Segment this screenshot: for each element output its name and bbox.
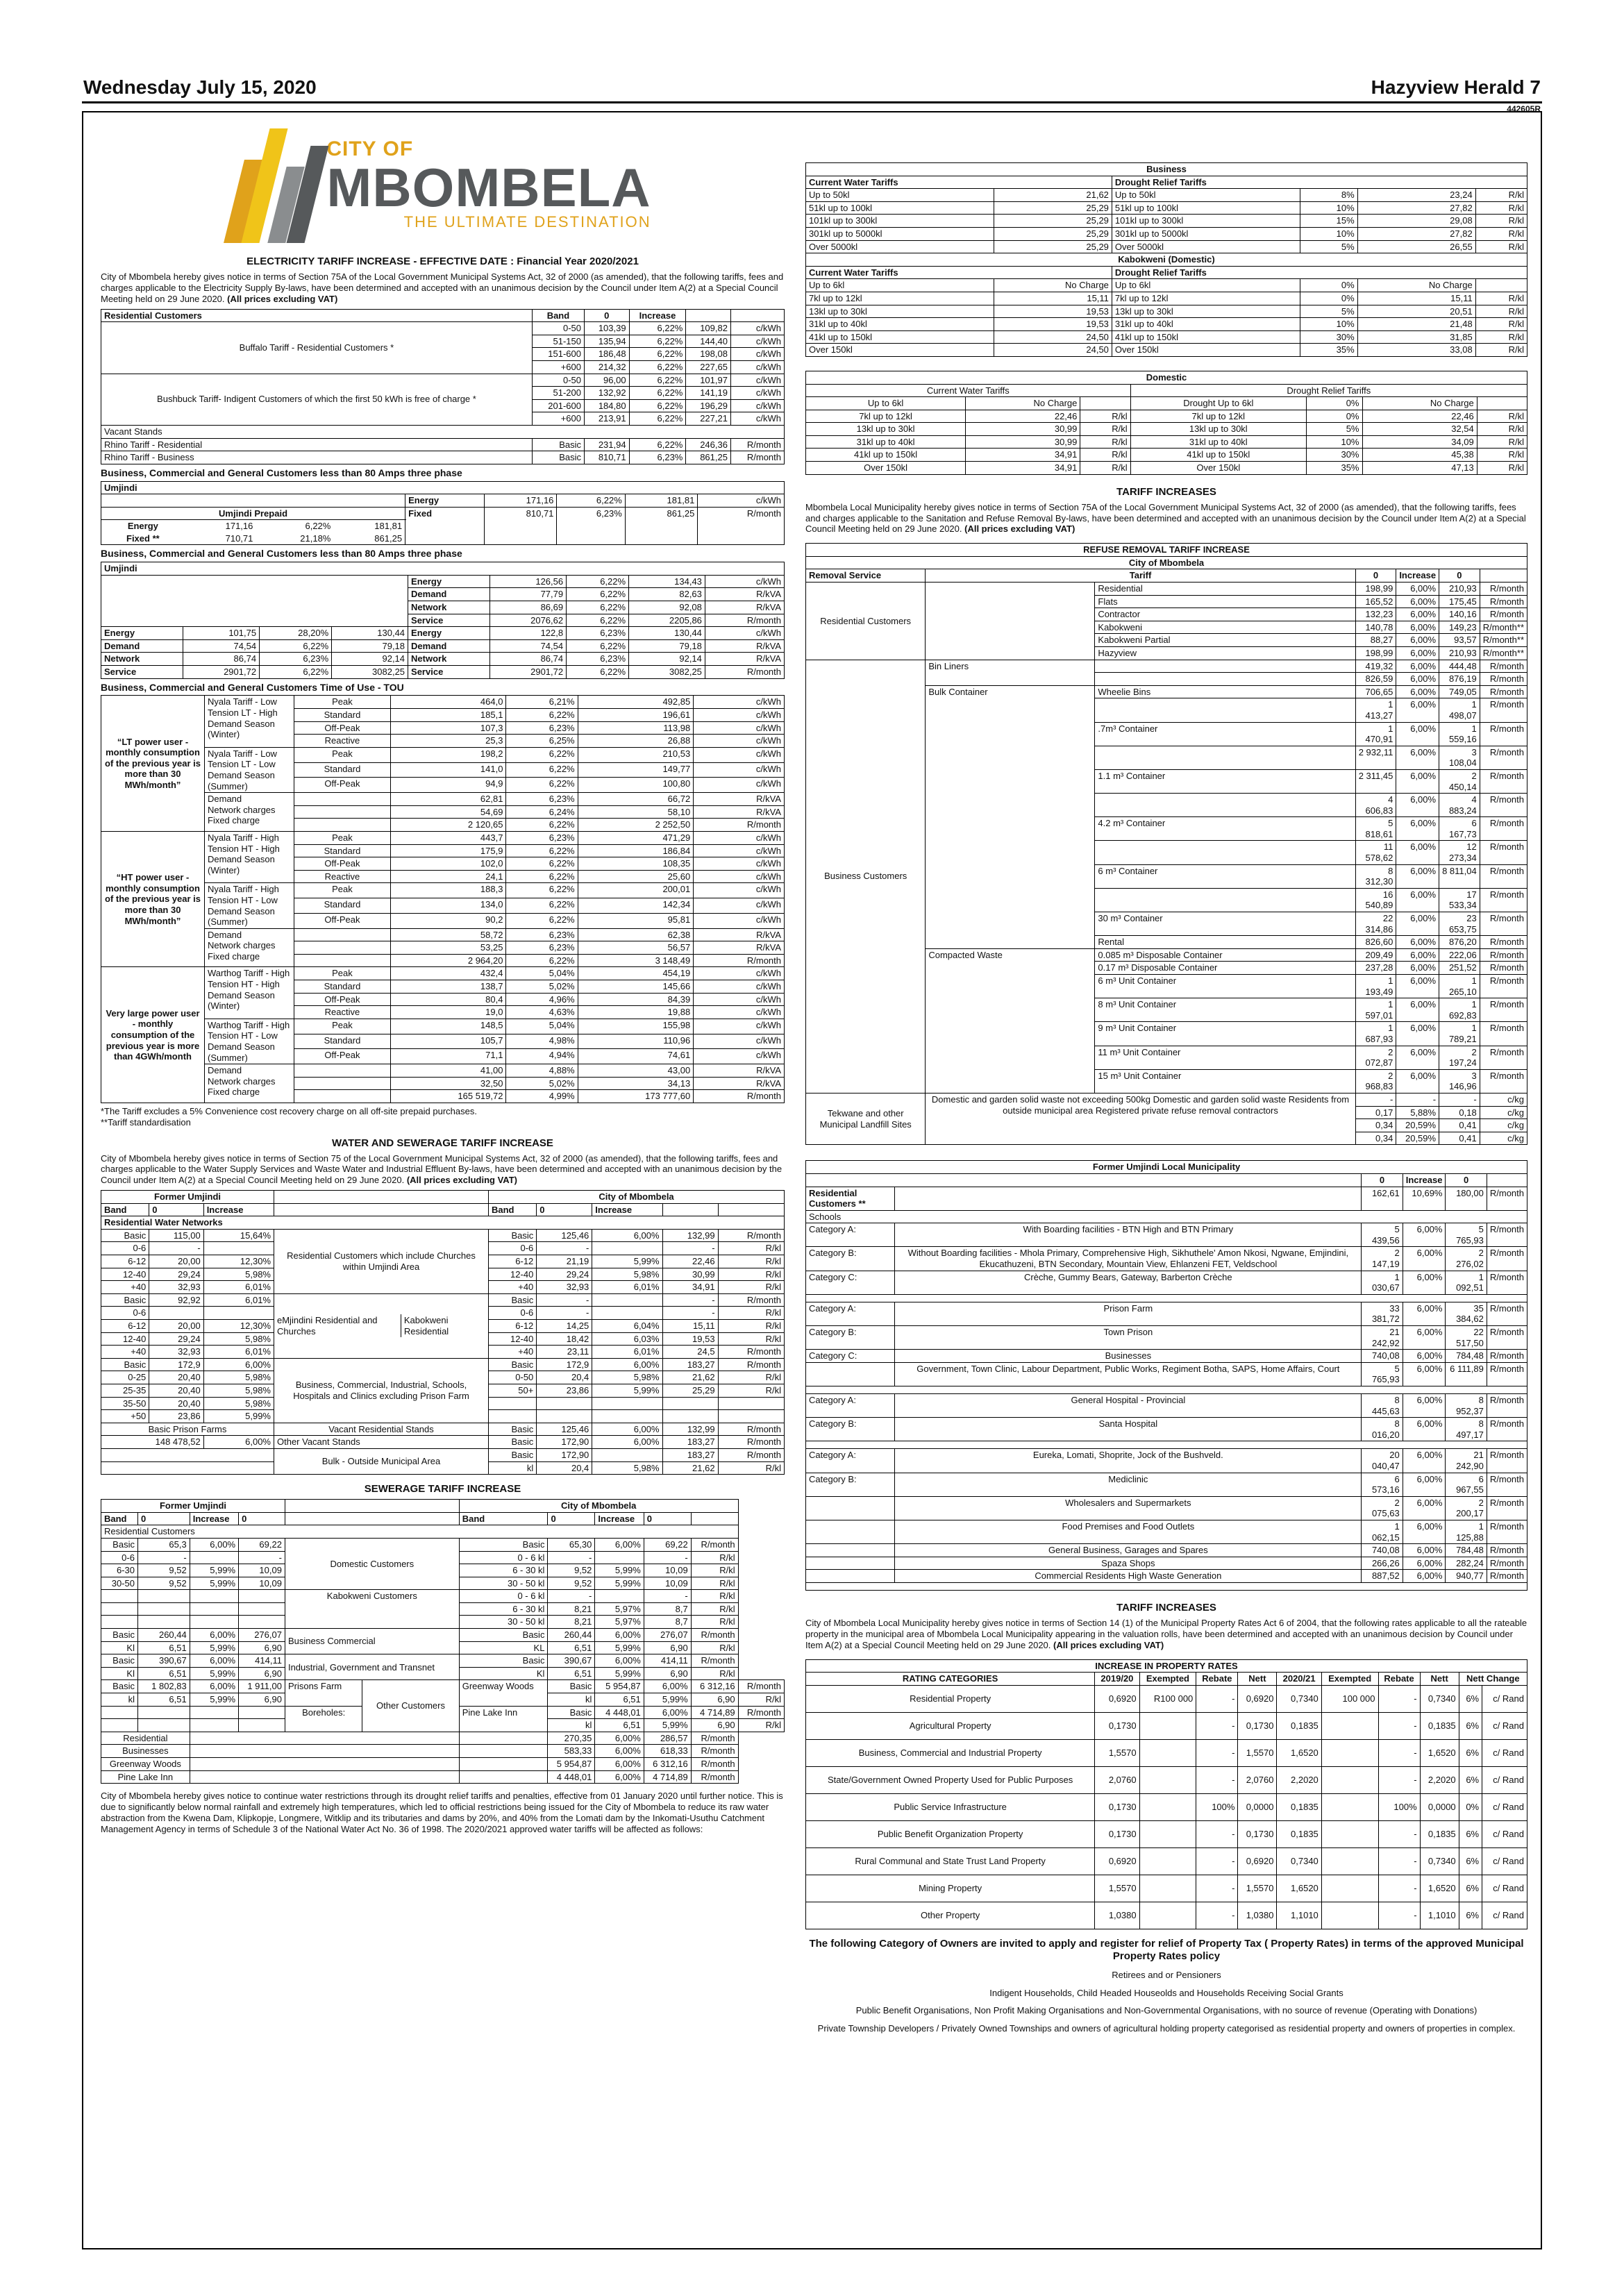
borehole-row: Residential 270,35 6,00% 286,57 R/month: [101, 1732, 785, 1745]
former-umjindi-row: Commercial Residents High Waste Generation 887,52 6,00% 940,77 R/month: [806, 1570, 1527, 1583]
refuse-row: 8 m³ Unit Container 1 597,01 6,00% 1 692,83 R/month: [806, 998, 1527, 1022]
relief-item: Public Benefit Organisations, Non Profit Making Organisations and Non-Governmental Organisations, with no source of revenue (Operating with Donations): [855, 2005, 1477, 2016]
borehole-row: Pine Lake Inn 4 448,01 6,00% 4 714,89 R/month: [101, 1770, 785, 1784]
city-logo: [101, 118, 785, 250]
bushbuck-row: 201-600 184,80 6,22% 196,29 c/kWh: [101, 399, 785, 412]
water-row: +40 32,93 6,01% +40 23,11 6,01% 24,5 R/month: [101, 1346, 785, 1359]
water-row: 0-6 0-6 - - R/kl: [101, 1307, 785, 1320]
refuse-row: Kabokweni 140,78 6,00% 149,23 R/month**: [806, 621, 1527, 634]
tou-row: Standard 185,1 6,22% 196,61 c/kWh: [101, 709, 785, 722]
former-umjindi-table: Former Umjindi Local Municipality 0 Increase 0 Residential Customers ** 162,61 10,69% 180,00 R/month Schools Category A: With Boarding facilities - BTN High and BTN Primary 5 439,56 6,00% 5 765,93 R/month Category B: Without Boarding facilities - Mhola Primary, Comprehensive High, Sikhuthele' Amon Nkosi, Ngwane, Emjindini, Ekucathuzeni, BTN Secondary, Mountain View, Ehlanzeni FET, Veldschool 2 147,19 6,00% 2 276,02 R/month Category C: Crèche, Gummy Bears, Gateway, Barberton Crèche 1 030,67 6,00% 1 092,51 R/month Category A: Prison Farm 33 381,72 6,00% 35 384,62 R/month Category B: Town Prison 21 242,92 6,00% 22 517,50 R/month Category C: Businesses 740,08 6,00% 784,48 R/month Government, Town Clinic, Labour Department, Public Works, Regiment Botha, SAPS, Home Affairs, Court 5 765,93 6,00% 6 111,89 R/month Category A: General Hospital - Provincial 8 445,63 6,00% 8 952,37 R/month Category B: Santa Hospital 8 016,20 6,00% 8 497,17 R/month Category A: Eureka, Lomati, Shoprite, Jock of the Bushveld. 20 040,47 6,00% 21 242,90 R/month Category B: Mediclinic 6 573,16 6,00% 6 967,55 R/month Wholesalers and Supermarkets 2 075,63 6,00% 2 200,17 R/month Food Premises and Food Outlets 1 062,15 6,00% 1 125,88 R/month General Business, Garages and Spares 740,08 6,00% 784,48 R/month Spaza Shops 266,26 6,00% 282,24 R/month Commercial Residents High Waste Generation 887,52 6,00% 940,77 R/month: [805, 1160, 1527, 1591]
water-row: Basic 172,9 6,00% Business, Commercial, Industrial, Schools, Hospitals and Clinics excluding Prison Farm Basic 172,9 6,00% 183,27 R/month: [101, 1358, 785, 1371]
refuse-row: 6 m³ Container 8 312,30 6,00% 8 811,04 R/month: [806, 864, 1527, 888]
left-column: [101, 118, 785, 1839]
newspaper-name: Hazyview Herald 7: [1371, 76, 1541, 98]
water-table: Former Umjindi City of Mbombela Band 0 Increase Band 0 Increase Residential Water Networks Basic 115,00 15,64% Residential Customers which include Churches within Umjindi Area Basic 125,46 6,00% 132,99 R/month 0-6 - 0-6 - - R/kl 6-12 20,00 12,30% 6-12 21,19 5,99% 22,46 R/kl 12-40 29,24 5,98% 12-40 29,24 5,98% 30,99 R/kl +40 32,93 6,01% +40 32,93 6,01% 34,91 R/kl Basic 92,92 6,01% eMjindini Residential and Churches Kabokweni Residential Basic - - R/month 0-6 0-6 - - R/kl 6-12 20,00 12,30% 6-12 14,25 6,04% 15,11 R/kl 12-40 29,24 5,98% 12-40 18,42 6,03% 19,53 R/kl +40 32,93 6,01% +40 23,11 6,01% 24,5 R/month Basic 172,9 6,00% Business, Commercial, Industrial, Schools, Hospitals and Clinics excluding Prison Farm Basic 172,9 6,00% 183,27 R/month 0-25 20,40 5,98% 0-50 20,4 5,98% 21,62 R/kl 25-35 20,40 5,98% 50+ 23,86 5,99% 25,29 R/kl 35-50 20,40 5,98% +50 23,86 5,99% Basic Prison Farms Vacant Residential Stands Basic 125,46 6,00% 132,99 R/month 148 478,52 6,00% Other Vacant Stands Basic 172,90 6,00% 183,27 R/month Bulk - Outside Municipal Area Basic 172,90 183,27 R/month kl 20,4 5,98% 21,62 R/kl: [101, 1190, 785, 1475]
bc-heading-2: Business, Commercial and General Customers less than 80 Amps three phase: [101, 548, 462, 560]
refuse-row: 6 m³ Unit Container 1 193,49 6,00% 1 265,10 R/month: [806, 975, 1527, 998]
umjindi-demand-row: Energy 126,56 6,22% 134,43 c/kWh: [101, 575, 785, 588]
tou-row: 165 519,72 4,99% 173 777,60 R/month: [101, 1090, 785, 1103]
sewer-row: Basic 1 802,83 6,00% 1 911,00 Prisons Farm Other Customers Greenway Woods Basic 5 954,87 6,00% 6 312,16 R/month: [101, 1680, 785, 1693]
property-intro: City of Mbombela Local Municipality hereby gives notice in terms of Section 14 (1) of the Municipal Property Rates Act 6 of 2004, that the following rates applicable to all the rateable property in the municipal area of Mbombela Local Municipality appearing in the valuation rolls, have been determined and accepted with an unanimous decision by Council under Item A(2) at a Special Council Meeting held on 29 June 2020. (All prices excluding VAT): [805, 1617, 1527, 1650]
refuse-row: 15 m³ Unit Container 2 968,83 6,00% 3 146,96 R/month: [806, 1069, 1527, 1093]
business-water-table: Business Current Water Tariffs Drought Relief Tariffs Up to 50kl 21,62 Up to 50kl 8% 23,24 R/kl 51kl up to 100kl 25,29 51kl up to 100kl 10% 27,82 R/kl 101kl up to 300kl 25,29 101kl up to 300kl 15% 29,08 R/kl 301kl up to 5000kl 25,29 301kl up to 5000kl 10% 27,82 R/kl Over 5000kl 25,29 Over 5000kl 5% 26,55 R/kl Kabokweni (Domestic) Current Water Tariffs Drought Relief Tariffs Up to 6kl No Charge Up to 6kl 0% No Charge 7kl up to 12kl 15,11 7kl up to 12kl 0% 15,11 R/kl 13kl up to 30kl 19,53 13kl up to 30kl 5% 20,51 R/kl 31kl up to 40kl 19,53 31kl up to 40kl 10% 21,48 R/kl 41kl up to 150kl 24,50 41kl up to 150kl 30% 31,85 R/kl Over 150kl 24,50 Over 150kl 35% 33,08 R/kl: [805, 162, 1527, 357]
tou-row: Standard 141,0 6,22% 149,77 c/kWh: [101, 762, 785, 778]
tou-row: Off-Peak 107,3 6,23% 113,98 c/kWh: [101, 721, 785, 735]
domestic-water-row: 7kl up to 12kl 22,46 R/kl 7kl up to 12kl 0% 22,46 R/kl: [806, 410, 1527, 423]
domestic-water-row: 13kl up to 30kl 30,99 R/kl 13kl up to 30kl 5% 32,54 R/kl: [806, 423, 1527, 436]
water-row: 6-12 20,00 12,30% 6-12 21,19 5,99% 22,46 R/kl: [101, 1255, 785, 1268]
water-row: 12-40 29,24 5,98% 12-40 18,42 6,03% 19,53 R/kl: [101, 1332, 785, 1346]
property-rate-row: Business, Commercial and Industrial Property 1,5570 - 1,5570 1,6520 - 1,6520 6% c/ Rand: [806, 1739, 1527, 1766]
refuse-intro: Mbombela Local Municipality hereby gives notice in terms of Section 75A of the Local Government Municipal Systems Act, 32 of 2000 (as amended), that the following tariffs, fees and charges applicable to the Sanitation and Refuse Removal By-laws, have been determined and accepted with an unanimous decision by the Council under Item A(2) at a Special Council Meeting held on 29 June 2020. (All prices excluding VAT): [805, 501, 1526, 535]
former-umjindi-row: Category B: Mediclinic 6 573,16 6,00% 6 967,55 R/month: [806, 1473, 1527, 1496]
sewer-row: Basic 65,3 6,00% 69,22 Domestic Customers Basic 65,30 6,00% 69,22 R/month: [101, 1538, 785, 1551]
former-umjindi-row: Category A: Prison Farm 33 381,72 6,00% 35 384,62 R/month: [806, 1302, 1527, 1325]
water-title: WATER AND SEWERAGE TARIFF INCREASE: [332, 1137, 553, 1149]
tou-row: Off-Peak 71,1 4,94% 74,61 c/kWh: [101, 1049, 785, 1064]
sewerage-title: SEWERAGE TARIFF INCREASE: [364, 1483, 521, 1495]
tou-row: Reactive 24,1 6,22% 25,60 c/kWh: [101, 870, 785, 883]
tou-row: Demand Network charges Fixed charge 58,72 6,23% 62,38 R/kVA: [101, 928, 785, 941]
property-rate-row: Public Service Infrastructure 0,1730 100% 0,0000 0,1835 100% 0,0000 0% c/ Rand: [806, 1793, 1527, 1820]
former-umjindi-row: Category A: General Hospital - Provincial 8 445,63 6,00% 8 952,37 R/month: [806, 1394, 1527, 1418]
refuse-row: Bulk Container Wheelie Bins 706,65 6,00% 749,05 R/month: [806, 685, 1527, 698]
logo-name-text: MBOMBELA: [326, 156, 651, 218]
former-umjindi-row: Category B: Santa Hospital 8 016,20 6,00% 8 497,17 R/month: [806, 1418, 1527, 1441]
refuse-row: 30 m³ Container 22 314,86 6,00% 23 653,75 R/month: [806, 912, 1527, 936]
refuse-row: 1.1 m³ Container 2 311,45 6,00% 2 450,14 R/month: [806, 769, 1527, 793]
refuse-row: Hazyview 198,99 6,00% 210,93 R/month**: [806, 646, 1527, 660]
former-umjindi-row: Government, Town Clinic, Labour Department, Public Works, Regiment Botha, SAPS, Home Affairs, Court 5 765,93 6,00% 6 111,89 R/month: [806, 1362, 1527, 1386]
tou-row: Demand Network charges Fixed charge 41,00 4,88% 43,00 R/kVA: [101, 1064, 785, 1078]
tou-row: 54,69 6,24% 58,10 R/kVA: [101, 805, 785, 819]
kabokweni-water-row: 41kl up to 150kl 24,50 41kl up to 150kl 30% 31,85 R/kl: [806, 330, 1527, 344]
landfill-row: 0,17 5,88% 0,18 c/kg: [806, 1106, 1527, 1119]
refuse-row: 11 578,62 6,00% 12 273,34 R/month: [806, 841, 1527, 864]
refuse-row: Residential Customers Residential 198,99 6,00% 210,93 R/month: [806, 583, 1527, 596]
sewer-row: Basic 390,67 6,00% 414,11 Industrial, Government and Transnet Basic 390,67 6,00% 414,11 R/month: [101, 1654, 785, 1668]
former-umjindi-row: Residential Customers ** 162,61 10,69% 180,00 R/month: [806, 1187, 1527, 1210]
refuse-row: Compacted Waste 0.085 m³ Disposable Container 209,49 6,00% 222,06 R/month: [806, 948, 1527, 962]
kabokweni-water-row: 7kl up to 12kl 15,11 7kl up to 12kl 0% 15,11 R/kl: [806, 292, 1527, 305]
tou-row: Off-Peak 102,0 6,22% 108,35 c/kWh: [101, 857, 785, 871]
refuse-table: REFUSE REMOVAL TARIFF INCREASE City of Mbombela Removal Service Tariff 0 Increase 0 Residential Customers Residential 198,99 6,00% 210,93 R/month Flats 165,52 6,00% 175,45 R/month Contractor 132,23 6,00% 140,16 R/month Kabokweni 140,78 6,00% 149,23 R/month** Kabokweni Partial 88,27 6,00% 93,57 R/month** Hazyview 198,99 6,00% 210,93 R/month** Business Customers Bin Liners 419,32 6,00% 444,48 R/month 826,59 6,00% 876,19 R/month Bulk Container Wheelie Bins 706,65 6,00% 749,05 R/month 1 413,27 6,00% 1 498,07 R/month .7m³ Container 1 470,91 6,00% 1 559,16 R/month 2 932,11 6,00% 3 108,04 R/month 1.1 m³ Container 2 311,45 6,00% 2 450,14 R/month 4 606,83 6,00% 4 883,24 R/month 4.2 m³ Container 5 818,61 6,00% 6 167,73 R/month 11 578,62 6,00% 12 273,34 R/month 6 m³ Container 8 312,30 6,00% 8 811,04 R/month 16 540,89 6,00% 17 533,34 R/month 30 m³ Container 22 314,86 6,00% 23 653,75 R/month Rental 826,60 6,00% 876,20 R/month Compacted Waste 0.085 m³ Disposable Container 209,49 6,00% 222,06 R/month 0.17 m³ Disposable Container 237,28 6,00% 251,52 R/month 6 m³ Unit Container 1 193,49 6,00% 1 265,10 R/month 8 m³ Unit Container 1 597,01 6,00% 1 692,83 R/month 9 m³ Unit Container 1 687,93 6,00% 1 789,21 R/month 11 m³ Unit Container 2 072,87 6,00% 2 197,24 R/month 15 m³ Unit Container 2 968,83 6,00% 3 146,96 R/month Tekwane and other Municipal Landfill Sites Domestic and garden solid waste not exceeding 500kg Domestic and garden solid waste Residents from outside municipal area Registered private refuse removal contractors - - - c/kg 0,17 5,88% 0,18 c/kg 0,34 20,59% 0,41 c/kg 0,34 20,59% 0,41 c/kg: [805, 543, 1527, 1145]
bc-heading: Business, Commercial and General Customers less than 80 Amps three phase: [101, 467, 462, 478]
kabokweni-water-row: 31kl up to 40kl 19,53 31kl up to 40kl 10% 21,48 R/kl: [806, 318, 1527, 331]
tou-row: “LT power user - monthly consumption of the previous year is more than 30 MWh/month” Nyala Tariff - Low Tension LT - High Demand Season (Winter) Peak 464,0 6,21% 492,85 c/kWh: [101, 696, 785, 709]
water-row: 0-6 - 0-6 - - R/kl: [101, 1242, 785, 1255]
sewer-row: Kl 6,51 5,99% 6,90 Kl 6,51 5,99% 6,90 R/kl: [101, 1667, 785, 1680]
former-umjindi-row: Category C: Crèche, Gummy Bears, Gateway, Barberton Crèche 1 030,67 6,00% 1 092,51 R/month: [806, 1271, 1527, 1294]
refuse-section-title: TARIFF INCREASES: [1116, 485, 1216, 498]
property-rate-row: Mining Property 1,5570 - 1,5570 1,6520 - 1,6520 6% c/ Rand: [806, 1875, 1527, 1902]
buffalo-row: +600 214,32 6,22% 227,65 c/kWh: [101, 360, 785, 374]
umjindi-prepaid-table: Umjindi Energy 171,16 6,22% 181,81 c/kWh Umjindi Prepaid Fixed 810,71 6,23% 861,25 R/month Energy 171,16 6,22% 181,81 Fixed ** 710,71 21,18% 861,25: [101, 481, 785, 546]
relief-item: Retirees and or Pensioners: [1112, 1969, 1221, 1980]
refuse-row: 11 m³ Unit Container 2 072,87 6,00% 2 197,24 R/month: [806, 1046, 1527, 1069]
water-row: Basic 92,92 6,01% eMjindini Residential and Churches Kabokweni Residential Basic - - R/month: [101, 1293, 785, 1307]
sewerage-table: Former Umjindi City of Mbombela Band 0 Increase 0 Band 0 Increase 0 Residential Customers Basic 65,3 6,00% 69,22 Domestic Customers Basic 65,30 6,00% 69,22 R/month 0-6 - - 0 - 6 kl - - R/kl 6-30 9,52 5,99% 10,09 6 - 30 kl 9,52 5,99% 10,09 R/kl 30-50 9,52 5,99% 10,09 30 - 50 kl 9,52 5,99% 10,09 R/kl Kabokweni Customers 0 - 6 kl - - R/kl 6 - 30 kl 8,21 5,97% 8,7 R/kl 30 - 50 kl 8,21 5,97% 8,7 R/kl Basic 260,44 6,00% 276,07 Business Commercial Basic 260,44 6,00% 276,07 R/month Kl 6,51 5,99% 6,90 KL 6,51 5,99% 6,90 R/kl Basic 390,67 6,00% 414,11 Industrial, Government and Transnet Basic 390,67 6,00% 414,11 R/month Kl 6,51 5,99% 6,90 Kl 6,51 5,99% 6,90 R/kl Basic 1 802,83 6,00% 1 911,00 Prisons Farm Other Customers Greenway Woods Basic 5 954,87 6,00% 6 312,16 R/month kl 6,51 5,99% 6,90 kl 6,51 5,99% 6,90 R/kl Boreholes: Pine Lake Inn Basic 4 448,01 6,00% 4 714,89 R/month kl 6,51 5,99% 6,90 R/kl Residential 270,35 6,00% 286,57 R/month Businesses 583,33 6,00% 618,33 R/month Greenway Woods 5 954,87 6,00% 6 312,16 R/month Pine Lake Inn 4 448,01 6,00% 4 714,89 R/month: [101, 1499, 785, 1784]
water-row: Basic 115,00 15,64% Residential Customers which include Churches within Umjindi Area Basic 125,46 6,00% 132,99 R/month: [101, 1229, 785, 1242]
former-umjindi-row: Category A: With Boarding facilities - BTN High and BTN Primary 5 439,56 6,00% 5 765,93 R/month: [806, 1223, 1527, 1247]
business-water-row: 301kl up to 5000kl 25,29 301kl up to 5000kl 10% 27,82 R/kl: [806, 227, 1527, 240]
relief-title: The following Category of Owners are invited to apply and register for relief of Property Tax ( Property Rates) in terms of the approved Municipal Property Rates policy: [809, 1937, 1524, 1962]
water-intro: City of Mbombela hereby gives notice in terms of Section 75 of the Local Government Municipal Systems Act, 32 of 2000 (as amended), that the following tariffs, fees and charges applicable to the Water Supply Services and Waste Water and Industrial Effluent By-laws, have been determined and accepted with an unanimous decision by the Council under Item A(2) at a Special Council Meeting held on 29 June 2020. (All prices excluding VAT): [101, 1153, 782, 1186]
tou-row: Nyala Tariff - Low Tension LT - Low Demand Season (Summer) Peak 198,2 6,22% 210,53 c/kWh: [101, 747, 785, 762]
former-umjindi-row: Food Premises and Food Outlets 1 062,15 6,00% 1 125,88 R/month: [806, 1520, 1527, 1543]
domestic-water-table: Domestic Current Water Tariffs Drought Relief Tariffs Up to 6kl No Charge Drought Up to 6kl 0% No Charge 7kl up to 12kl 22,46 R/kl 7kl up to 12kl 0% 22,46 R/kl 13kl up to 30kl 30,99 R/kl 13kl up to 30kl 5% 32,54 R/kl 31kl up to 40kl 30,99 R/kl 31kl up to 40kl 10% 34,09 R/kl 41kl up to 150kl 34,91 R/kl 41kl up to 150kl 30% 45,38 R/kl Over 150kl 34,91 R/kl Over 150kl 35% 47,13 R/kl: [805, 371, 1527, 475]
borehole-row: Businesses 583,33 6,00% 618,33 R/month: [101, 1745, 785, 1758]
tou-row: 2 964,20 6,22% 3 148,49 R/month: [101, 954, 785, 967]
relief-list: [805, 1970, 1527, 2034]
tou-row: Reactive 25,3 6,25% 26,88 c/kWh: [101, 735, 785, 748]
refuse-row: 0.17 m³ Disposable Container 237,28 6,00% 251,52 R/month: [806, 962, 1527, 975]
tou-row: Reactive 19,0 4,63% 19,88 c/kWh: [101, 1006, 785, 1019]
water-row: Basic Prison Farms Vacant Residential Stands Basic 125,46 6,00% 132,99 R/month: [101, 1423, 785, 1436]
former-umjindi-row: Category B: Town Prison 21 242,92 6,00% 22 517,50 R/month: [806, 1326, 1527, 1350]
water-row: +50 23,86 5,99%: [101, 1410, 785, 1423]
refuse-row: .7m³ Container 1 470,91 6,00% 1 559,16 R/month: [806, 722, 1527, 746]
water-row: 6-12 20,00 12,30% 6-12 14,25 6,04% 15,11 R/kl: [101, 1320, 785, 1333]
domestic-water-row: Up to 6kl No Charge Drought Up to 6kl 0% No Charge: [806, 397, 1527, 410]
umjindi-demand-row: Service 2076,62 6,22% 2205,86 R/month: [101, 614, 785, 627]
water-row: +40 32,93 6,01% +40 32,93 6,01% 34,91 R/kl: [101, 1281, 785, 1294]
logo-bars-icon: [234, 125, 317, 243]
refuse-row: 4.2 m³ Container 5 818,61 6,00% 6 167,73 R/month: [806, 817, 1527, 841]
electricity-title: ELECTRICITY TARIFF INCREASE - EFFECTIVE DATE : Financial Year 2020/2021: [246, 255, 639, 267]
tou-row: Standard 105,7 4,98% 110,96 c/kWh: [101, 1034, 785, 1049]
sewer-row: 30-50 9,52 5,99% 10,09 30 - 50 kl 9,52 5,99% 10,09 R/kl: [101, 1577, 785, 1590]
tou-row: Off-Peak 90,2 6,22% 95,81 c/kWh: [101, 913, 785, 928]
umjindi-demand-row: Demand 74,54 6,22% 79,18 Demand 74,54 6,22% 79,18 R/kVA: [101, 639, 785, 653]
former-umjindi-row: Wholesalers and Supermarkets 2 075,63 6,00% 2 200,17 R/month: [806, 1496, 1527, 1520]
water-row: kl 20,4 5,98% 21,62 R/kl: [101, 1461, 785, 1475]
property-rate-row: Rural Communal and State Trust Land Property 0,6920 - 0,6920 0,7340 - 0,7340 6% c/ Rand: [806, 1847, 1527, 1875]
tou-row: Standard 175,9 6,22% 186,84 c/kWh: [101, 844, 785, 857]
issue-date: Wednesday July 15, 2020: [83, 76, 317, 98]
property-rate-row: Other Property 1,0380 - 1,0380 1,1010 - 1,1010 6% c/ Rand: [806, 1902, 1527, 1929]
tou-row: 2 120,65 6,22% 2 252,50 R/month: [101, 819, 785, 832]
umjindi-demand-row: Network 86,74 6,23% 92,14 Network 86,74 6,23% 92,14 R/kVA: [101, 653, 785, 666]
sewer-row: Basic 260,44 6,00% 276,07 Business Commercial Basic 260,44 6,00% 276,07 R/month: [101, 1629, 785, 1642]
umjindi-demand-row: Network 86,69 6,22% 92,08 R/kVA: [101, 601, 785, 614]
business-water-row: Over 5000kl 25,29 Over 5000kl 5% 26,55 R/kl: [806, 240, 1527, 253]
umjindi-demand-row: Energy 101,75 28,20% 130,44 Energy 122,8 6,23% 130,44 c/kWh: [101, 627, 785, 640]
borehole-row: Greenway Woods 5 954,87 6,00% 6 312,16 R/month: [101, 1758, 785, 1771]
bushbuck-row: +600 213,91 6,22% 227,21 c/kWh: [101, 412, 785, 426]
tou-row: Warthog Tariff - High Tension HT - Low Demand Season (Summer) Peak 148,5 5,04% 155,98 c/kWh: [101, 1019, 785, 1034]
refuse-row: 9 m³ Unit Container 1 687,93 6,00% 1 789,21 R/month: [806, 1022, 1527, 1046]
buffalo-row: Buffalo Tariff - Residential Customers * 0-50 103,39 6,22% 109,82 c/kWh: [101, 322, 785, 335]
refuse-row: 1 413,27 6,00% 1 498,07 R/month: [806, 698, 1527, 722]
former-umjindi-row: General Business, Garages and Spares 740,08 6,00% 784,48 R/month: [806, 1544, 1527, 1557]
footnote-2: **Tariff standardisation: [101, 1117, 191, 1128]
refuse-row: 16 540,89 6,00% 17 533,34 R/month: [806, 888, 1527, 912]
water-row: 35-50 20,40 5,98%: [101, 1397, 785, 1410]
footnote-1: *The Tariff excludes a 5% Convenience cost recovery charge on all off-site prepaid purchases.: [101, 1106, 477, 1116]
residential-electricity-table: Residential Customers Band 0 Increase Buffalo Tariff - Residential Customers * 0-50 103,39 6,22% 109,82 c/kWh 51-150 135,94 6,22% 144,40 c/kWh 151-600 186,48 6,22% 198,08 c/kWh +600 214,32 6,22% 227,65 c/kWh Bushbuck Tariff- Indigent Customers of which the first 50 kWh is free of charge * 0-50 96,00 6,22% 101,97 c/kWh 51-200 132,92 6,22% 141,19 c/kWh 201-600 184,80 6,22% 196,29 c/kWh +600 213,91 6,22% 227,21 c/kWh Vacant Stands Rhino Tariff - Residential Basic 231,94 6,22% 246,36 R/month Rhino Tariff - Business Basic 810,71 6,23% 861,25 R/month: [101, 309, 785, 464]
property-section-title: TARIFF INCREASES: [1116, 1601, 1216, 1614]
sewer-row: 6 - 30 kl 8,21 5,97% 8,7 R/kl: [101, 1602, 785, 1616]
kabokweni-water-row: Over 150kl 24,50 Over 150kl 35% 33,08 R/kl: [806, 344, 1527, 357]
bushbuck-row: 51-200 132,92 6,22% 141,19 c/kWh: [101, 387, 785, 400]
property-rate-row: Public Benefit Organization Property 0,1730 - 0,1730 0,1835 - 0,1835 6% c/ Rand: [806, 1820, 1527, 1847]
sewer-row: 0-6 - - 0 - 6 kl - - R/kl: [101, 1551, 785, 1564]
rhino-row: Rhino Tariff - Residential Basic 231,94 6,22% 246,36 R/month: [101, 438, 785, 451]
logo-tagline: THE ULTIMATE DESTINATION: [403, 212, 651, 231]
water-row: 148 478,52 6,00% Other Vacant Stands Basic 172,90 6,00% 183,27 R/month: [101, 1436, 785, 1449]
domestic-water-row: 31kl up to 40kl 30,99 R/kl 31kl up to 40kl 10% 34,09 R/kl: [806, 435, 1527, 449]
refuse-row: Contractor 132,23 6,00% 140,16 R/month: [806, 608, 1527, 621]
refuse-row: 2 932,11 6,00% 3 108,04 R/month: [806, 746, 1527, 769]
right-column: [805, 162, 1527, 2041]
landfill-row: 0,34 20,59% 0,41 c/kg: [806, 1119, 1527, 1132]
buffalo-row: 51-150 135,94 6,22% 144,40 c/kWh: [101, 335, 785, 348]
property-rate-row: State/Government Owned Property Used for Public Purposes 2,0760 - 2,0760 2,2020 - 2,2020 6% c/ Rand: [806, 1766, 1527, 1793]
logo-city-text: CITY OF: [326, 137, 414, 160]
buffalo-row: 151-600 186,48 6,22% 198,08 c/kWh: [101, 348, 785, 361]
umjindi-demand-row: Demand 77,79 6,22% 82,63 R/kVA: [101, 588, 785, 601]
water-row: Bulk - Outside Municipal Area Basic 172,90 183,27 R/month: [101, 1448, 785, 1461]
sewer-row: Kl 6,51 5,99% 6,90 KL 6,51 5,99% 6,90 R/kl: [101, 1641, 785, 1654]
former-umjindi-row: Spaza Shops 266,26 6,00% 282,24 R/month: [806, 1557, 1527, 1570]
sewer-row: kl 6,51 5,99% 6,90 R/kl: [101, 1719, 785, 1732]
refuse-row: Business Customers Bin Liners 419,32 6,00% 444,48 R/month: [806, 660, 1527, 673]
tou-row: Nyala Tariff - High Tension HT - Low Demand Season (Summer) Peak 188,3 6,22% 200,01 c/kWh: [101, 883, 785, 898]
kabokweni-water-row: Up to 6kl No Charge Up to 6kl 0% No Charge: [806, 279, 1527, 292]
sewer-row: 6-30 9,52 5,99% 10,09 6 - 30 kl 9,52 5,99% 10,09 R/kl: [101, 1564, 785, 1577]
refuse-row: Kabokweni Partial 88,27 6,00% 93,57 R/month**: [806, 634, 1527, 647]
rhino-row: Rhino Tariff - Business Basic 810,71 6,23% 861,25 R/month: [101, 451, 785, 464]
business-water-row: 51kl up to 100kl 25,29 51kl up to 100kl 10% 27,82 R/kl: [806, 201, 1527, 215]
property-rate-row: Residential Property 0,6920 R100 000 - 0,6920 0,7340 100 000 - 0,7340 6% c/ Rand: [806, 1685, 1527, 1712]
water-row: 25-35 20,40 5,98% 50+ 23,86 5,99% 25,29 R/kl: [101, 1384, 785, 1397]
domestic-water-row: Over 150kl 34,91 R/kl Over 150kl 35% 47,13 R/kl: [806, 462, 1527, 475]
business-water-row: Up to 50kl 21,62 Up to 50kl 8% 23,24 R/kl: [806, 189, 1527, 202]
ad-code: 442605R: [1507, 104, 1541, 114]
sewer-row: Boreholes: Pine Lake Inn Basic 4 448,01 6,00% 4 714,89 R/month: [101, 1706, 785, 1719]
tou-row: “HT power user - monthly consumption of the previous year is more than 30 MWh/month” Nyala Tariff - High Tension HT - High Demand Season (Winter) Peak 443,7 6,23% 471,29 c/kWh: [101, 831, 785, 844]
tou-row: 32,50 5,02% 34,13 R/kVA: [101, 1077, 785, 1090]
landfill-row: Tekwane and other Municipal Landfill Sites Domestic and garden solid waste not exceeding 500kg Domestic and garden solid waste Residents from outside municipal area Registered private refuse removal contractors - - - c/kg: [806, 1093, 1527, 1106]
property-rate-row: Agricultural Property 0,1730 - 0,1730 0,1835 - 0,1835 6% c/ Rand: [806, 1712, 1527, 1739]
sewer-row: Kabokweni Customers 0 - 6 kl - - R/kl: [101, 1590, 785, 1603]
electricity-intro: City of Mbombela hereby gives notice in terms of Section 75A of the Local Government Municipal Systems Act, 32 of 2000 (as amended), that the following tariffs, fees and charges applicable to the Electricity Supply By-laws, have been determined and accepted with an unanimous decision by the Council under Item A(2) at a Special Council Meeting held on 29 June 2020. (All prices excluding VAT): [101, 271, 784, 304]
umjindi-demand-table: Umjindi Energy 126,56 6,22% 134,43 c/kWh Demand 77,79 6,22% 82,63 R/kVA Network 86,69 6,22% 92,08 R/kVA Service 2076,62 6,22% 2205,86 R/month Energy 101,75 28,20% 130,44 Energy 122,8 6,23% 130,44 c/kWh Demand 74,54 6,22% 79,18 Demand 74,54 6,22% 79,18 R/kVA Network 86,74 6,23% 92,14 Network 86,74 6,23% 92,14 R/kVA Service 2901,72 6,22% 3082,25 Service 2901,72 6,22% 3082,25 R/month: [101, 562, 785, 678]
tou-row: 53,25 6,23% 56,57 R/kVA: [101, 941, 785, 955]
domestic-water-row: 41kl up to 150kl 34,91 R/kl 41kl up to 150kl 30% 45,38 R/kl: [806, 449, 1527, 462]
tou-row: Standard 134,0 6,22% 142,34 c/kWh: [101, 898, 785, 914]
tou-row: Off-Peak 94,9 6,22% 100,80 c/kWh: [101, 778, 785, 793]
bushbuck-row: Bushbuck Tariff- Indigent Customers of which the first 50 kWh is free of charge * 0-50 96,00 6,22% 101,97 c/kWh: [101, 374, 785, 387]
umjindi-demand-row: Service 2901,72 6,22% 3082,25 Service 2901,72 6,22% 3082,25 R/month: [101, 666, 785, 679]
tou-heading: Business, Commercial and General Customers Time of Use - TOU: [101, 681, 404, 693]
tou-row: Standard 138,7 5,02% 145,66 c/kWh: [101, 980, 785, 994]
water-row: 0-25 20,40 5,98% 0-50 20,4 5,98% 21,62 R/kl: [101, 1371, 785, 1384]
refuse-row: Flats 165,52 6,00% 175,45 R/month: [806, 595, 1527, 608]
refuse-row: Rental 826,60 6,00% 876,20 R/month: [806, 936, 1527, 949]
former-umjindi-row: Category B: Without Boarding facilities - Mhola Primary, Comprehensive High, Sikhuthele' Amon Nkosi, Ngwane, Emjindini, Ekucathuzeni, BTN Secondary, Mountain View, Ehlanzeni FET, Veldschool 2 147,19 6,00% 2 276,02 R/month: [806, 1247, 1527, 1271]
former-umjindi-row: Category C: Businesses 740,08 6,00% 784,48 R/month: [806, 1350, 1527, 1363]
header-rule: [82, 101, 1542, 103]
landfill-row: 0,34 20,59% 0,41 c/kg: [806, 1132, 1527, 1145]
refuse-row: 826,59 6,00% 876,19 R/month: [806, 673, 1527, 686]
refuse-row: 4 606,83 6,00% 4 883,24 R/month: [806, 794, 1527, 817]
sewer-row: kl 6,51 5,99% 6,90 kl 6,51 5,99% 6,90 R/kl: [101, 1693, 785, 1707]
former-umjindi-row: Category A: Eureka, Lomati, Shoprite, Jock of the Bushveld. 20 040,47 6,00% 21 242,90 R/month: [806, 1449, 1527, 1473]
water-restriction-note: City of Mbombela hereby gives notice to continue water restrictions through its drought relief tariffs and penalties, effective from 01 January 2020 until further notice. This is due to significantly below normal rainfall and extremely high temperatures, which led to official restrictions being issued for the City of Mbombela to reduce its raw water abstraction from the Kwena Dam, Klipkopje, Longmere, Witklip and its tributaries and dams by 20%, and 40% from the Lomati dam by the Inkomati-Usuthu Catchment Management Agency in terms of Schedule 3 of the National Water Act No. 36 of 1998. The 2020/2021 approved water tariffs will be affected as follows:: [101, 1791, 783, 1834]
tou-row: Off-Peak 80,4 4,96% 84,39 c/kWh: [101, 993, 785, 1006]
kabokweni-water-row: 13kl up to 30kl 19,53 13kl up to 30kl 5% 20,51 R/kl: [806, 305, 1527, 318]
business-water-row: 101kl up to 300kl 25,29 101kl up to 300kl 15% 29,08 R/kl: [806, 215, 1527, 228]
relief-item: Private Township Developers / Privately Owned Townships and owners of agricultural holding property categorised as residential property and owners of properties in complex.: [817, 2023, 1516, 2034]
property-rates-table: INCREASE IN PROPERTY RATES RATING CATEGORIES 2019/20 Exempted Rebate Nett 2020/21 Exempted Rebate Nett Nett Change Residential Property 0,6920 R100 000 - 0,6920 0,7340 100 000 - 0,7340 6% c/ Rand Agricultural Property 0,1730 - 0,1730 0,1835 - 0,1835 6% c/ Rand Business, Commercial and Industrial Property 1,5570 - 1,5570 1,6520 - 1,6520 6% c/ Rand State/Government Owned Property Used for Public Purposes 2,0760 - 2,0760 2,2020 - 2,2020 6% c/ Rand Public Service Infrastructure 0,1730 100% 0,0000 0,1835 100% 0,0000 0% c/ Rand Public Benefit Organization Property 0,1730 - 0,1730 0,1835 - 0,1835 6% c/ Rand Rural Communal and State Trust Land Property 0,6920 - 0,6920 0,7340 - 0,7340 6% c/ Rand Mining Property 1,5570 - 1,5570 1,6520 - 1,6520 6% c/ Rand Other Property 1,0380 - 1,0380 1,1010 - 1,1010 6% c/ Rand: [805, 1659, 1527, 1929]
relief-item: Indigent Households, Child Headed Houseolds and Households Receiving Social Grants: [989, 1987, 1343, 1998]
sewer-row: 30 - 50 kl 8,21 5,97% 8,7 R/kl: [101, 1616, 785, 1629]
tou-row: Demand Network charges Fixed charge 62,81 6,23% 66,72 R/kVA: [101, 793, 785, 806]
tou-row: Very large power user - monthly consumption of the previous year is more than 4GWh/month Warthog Tariff - High Tension HT - High Demand Season (Winter) Peak 432,4 5,04% 454,19 c/kWh: [101, 967, 785, 980]
water-row: 12-40 29,24 5,98% 12-40 29,24 5,98% 30,99 R/kl: [101, 1268, 785, 1281]
tou-table: [101, 695, 785, 1103]
